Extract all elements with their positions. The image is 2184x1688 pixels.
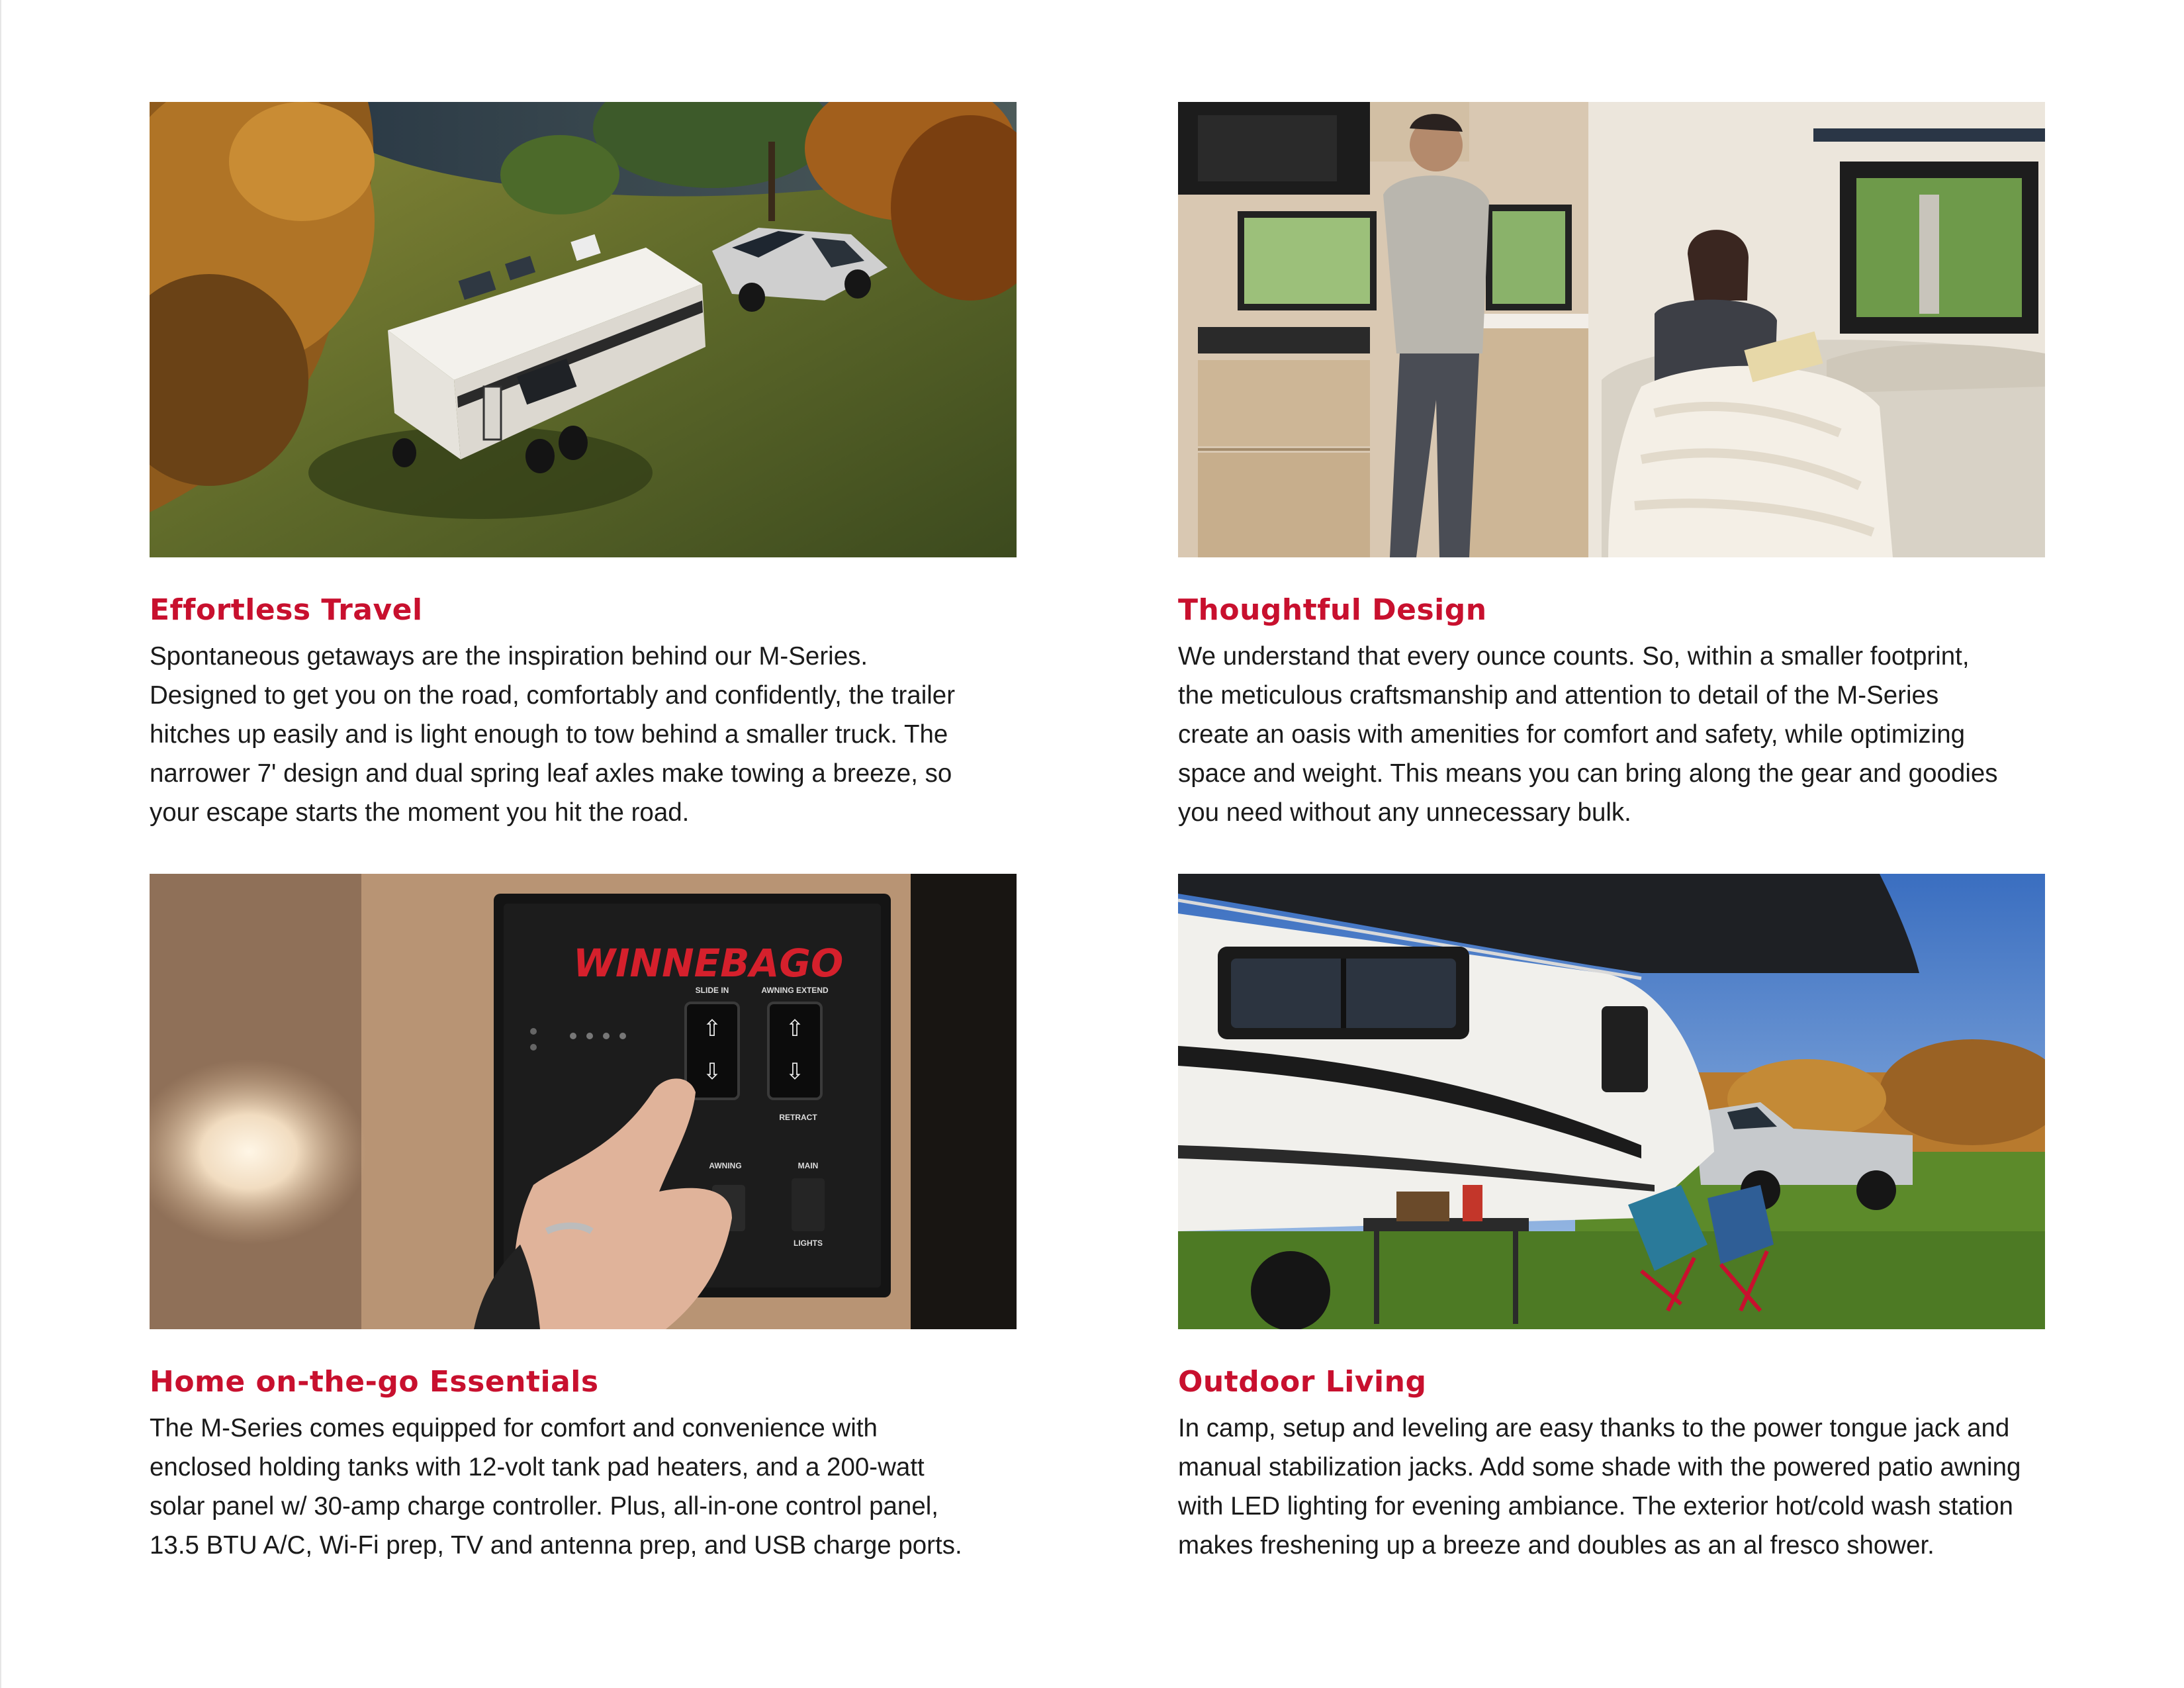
svg-text:⇩: ⇩ [702,1058,722,1085]
aerial-trailer-truck-photo [150,102,1017,557]
section-thoughtful-design [1178,102,2045,832]
body-line: We understand that every ounce counts. So, within a smaller footprint, [1178,642,1970,671]
section-title: Effortless Travel [150,593,423,627]
body-line: makes freshening up a breeze and doubles as an al fresco shower. [1178,1531,1934,1560]
control-panel-photo [150,874,1017,1329]
svg-text:⇧: ⇧ [702,1015,722,1042]
body-line: Designed to get you on the road, comfortably and confidently, the trailer [150,681,956,710]
section-outdoor-living [1178,874,2045,1565]
section-title: Thoughtful Design [1178,593,1487,627]
section-title: Outdoor Living [1178,1365,1427,1399]
svg-text:SLIDE IN: SLIDE IN [695,986,729,995]
svg-text:RETRACT: RETRACT [779,1113,817,1122]
body-line: The M-Series comes equipped for comfort and convenience with [150,1414,878,1442]
body-line: enclosed holding tanks with 12-volt tank pad heaters, and a 200-watt [150,1453,925,1481]
body-line: In camp, setup and leveling are easy thanks to the power tongue jack and [1178,1414,2010,1442]
svg-text:⇧: ⇧ [785,1015,805,1042]
section-body [1178,637,2045,832]
body-line: manual stabilization jacks. Add some shade with the powered patio awning [1178,1453,2021,1481]
interior-kitchen-lounge-photo [1178,102,2045,557]
svg-text:⇩: ⇩ [785,1058,805,1085]
body-line: the meticulous craftsmanship and attention to detail of the M-Series [1178,681,1939,710]
section-home-essentials [150,874,1017,1565]
body-line: narrower 7' design and dual spring leaf axles make towing a breeze, so [150,759,952,788]
body-line: Spontaneous getaways are the inspiration behind our M-Series. [150,642,868,671]
section-title: Home on-the-go Essentials [150,1365,599,1399]
svg-text:AWNING: AWNING [709,1161,742,1170]
page-edge-rule [0,0,1,1688]
body-line: with LED lighting for evening ambiance. The exterior hot/cold wash station [1178,1492,2013,1521]
section-effortless-travel [150,102,1017,832]
body-line: you need without any unnecessary bulk. [1178,798,1631,827]
svg-text:AWNING EXTEND: AWNING EXTEND [761,986,829,995]
body-line: hitches up easily and is light enough to tow behind a smaller truck. The [150,720,948,749]
body-line: 13.5 BTU A/C, Wi-Fi prep, TV and antenna prep, and USB charge ports. [150,1531,962,1560]
body-line: solar panel w/ 30-amp charge controller. Plus, all-in-one control panel, [150,1492,938,1521]
section-body [150,1409,1017,1565]
svg-text:LIGHTS: LIGHTS [794,1239,823,1248]
body-line: your escape starts the moment you hit the road. [150,798,690,827]
section-body [150,637,1017,832]
svg-text:MAIN: MAIN [797,1161,819,1170]
section-body [1178,1409,2045,1565]
winnebago-logo: WINNEBAGO [573,941,844,986]
campsite-awning-photo [1178,874,2045,1329]
body-line: create an oasis with amenities for comfort and safety, while optimizing [1178,720,1966,749]
body-line: space and weight. This means you can bring along the gear and goodies [1178,759,1998,788]
